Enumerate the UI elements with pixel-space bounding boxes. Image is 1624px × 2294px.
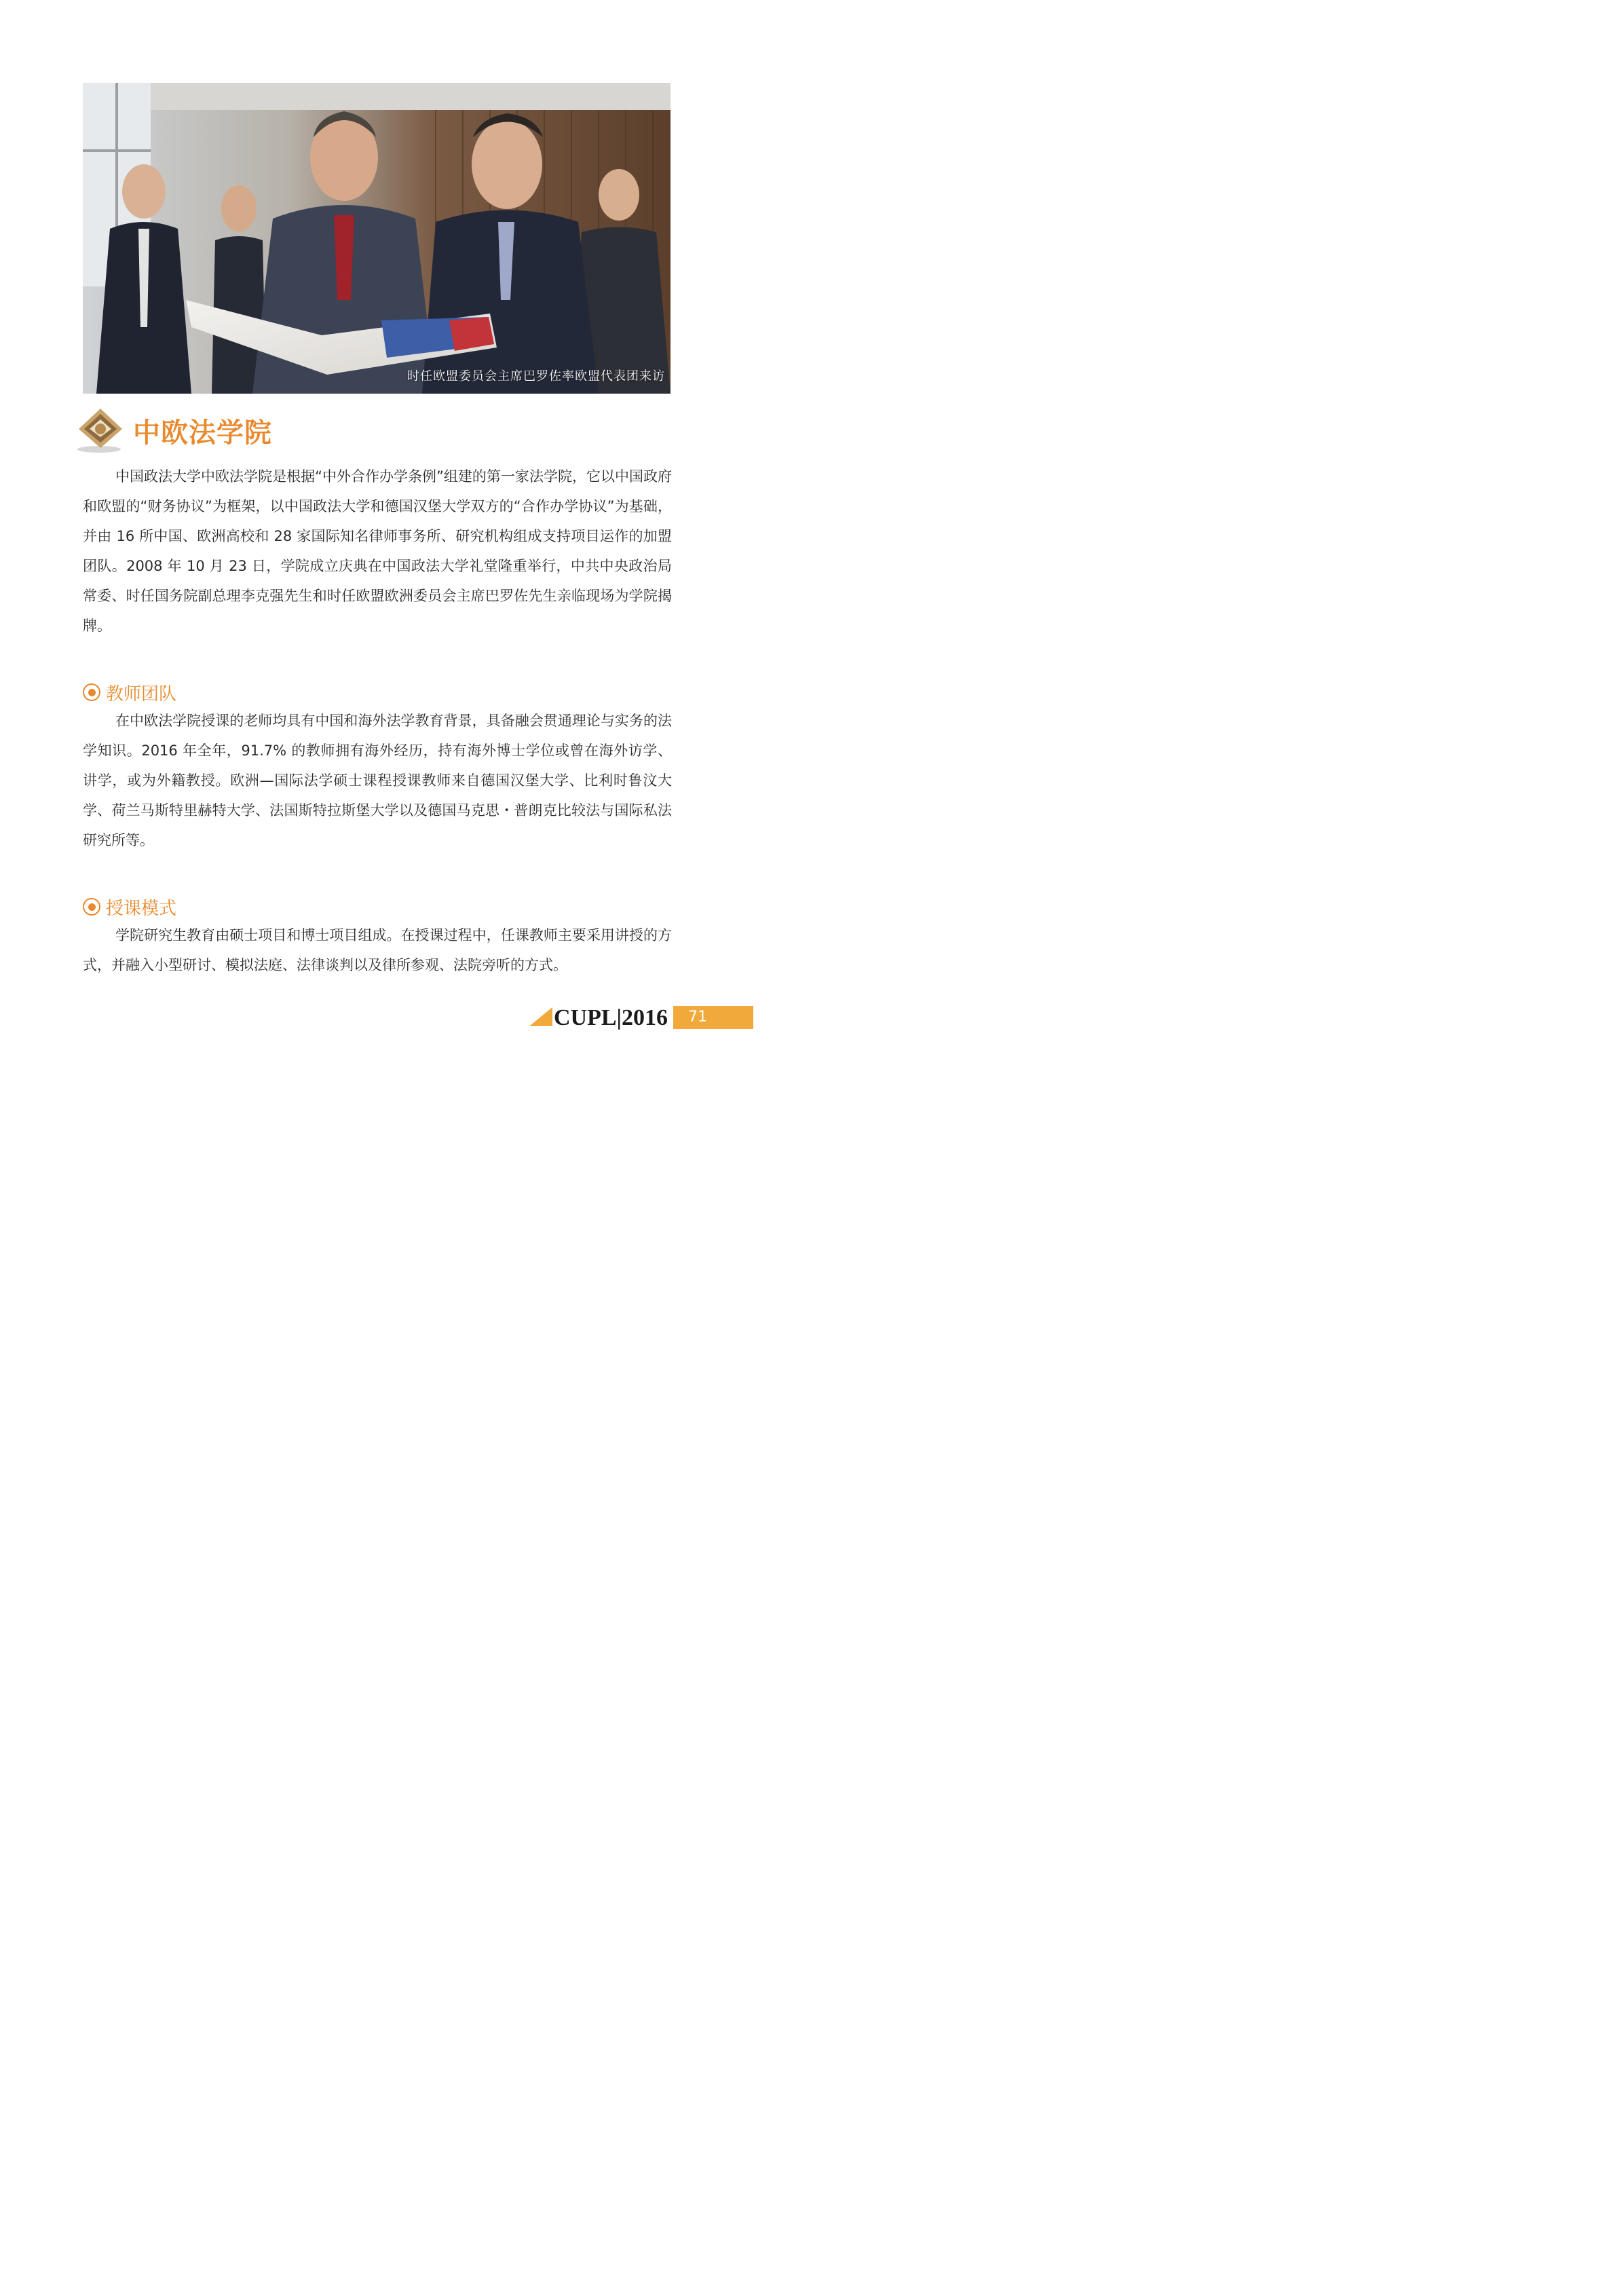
subsection-heading-teachers (83, 680, 176, 704)
bullet-icon (83, 683, 100, 701)
subsection-heading-text: 授课模式 (106, 898, 177, 919)
teachers-paragraph (83, 706, 672, 855)
teachers-text: 在中欧法学院授课的老师均具有中国和海外法学教育背景，具备融会贯通理论与实务的法学知识。2016 年全年，91.7% 的教师拥有海外经历，持有海外博士学位或曾在海外访学、讲学，或为外籍教授。欧洲—国际法学硕士课程授课教师来自德国汉堡大学、比利时鲁汶大学、荷兰马斯特里赫特大学、法国斯特拉斯堡大学以及德国马克思・普朗克比较法与国际私法研究所等。 (83, 713, 672, 848)
section-title-text: 中欧法学院 (133, 416, 272, 449)
photo-illustration (83, 83, 671, 394)
footer-brand: CUPL|2016 (554, 1005, 668, 1030)
subsection-heading-teaching-mode (83, 895, 176, 919)
section-title (75, 406, 272, 455)
photo-caption: 时任欧盟委员会主席巴罗佐率欧盟代表团来访 (407, 369, 665, 383)
subsection-heading-text: 教师团队 (106, 683, 177, 704)
intro-paragraph (83, 462, 672, 641)
teaching-mode-paragraph (83, 920, 672, 980)
teaching-mode-text: 学院研究生教育由硕士项目和博士项目组成。在授课过程中，任课教师主要采用讲授的方式，并融入小型研讨、模拟法庭、法律谈判以及律所参观、法院旁听的方式。 (83, 927, 672, 973)
hero-photo (83, 83, 671, 394)
bullet-icon (83, 898, 100, 916)
page-footer (529, 1004, 753, 1032)
diamond-emblem-icon (75, 406, 126, 455)
page-number: 71 (673, 1006, 753, 1029)
footer-triangle-icon (529, 1007, 552, 1026)
intro-text: 中国政法大学中欧法学院是根据“中外合作办学条例”组建的第一家法学院，它以中国政府和欧盟的“财务协议”为框架，以中国政法大学和德国汉堡大学双方的“合作办学协议”为基础，并由 16 所中国、欧洲高校和 28 家国际知名律师事务所、研究机构组成支持项目运作的加盟团队。2008 年 10 月 23 日，学院成立庆典在中国政法大学礼堂隆重举行，中共中央政治局常委、时任国务院副总理李克强先生和时任欧盟欧洲委员会主席巴罗佐先生亲临现场为学院揭牌。 (83, 468, 672, 634)
